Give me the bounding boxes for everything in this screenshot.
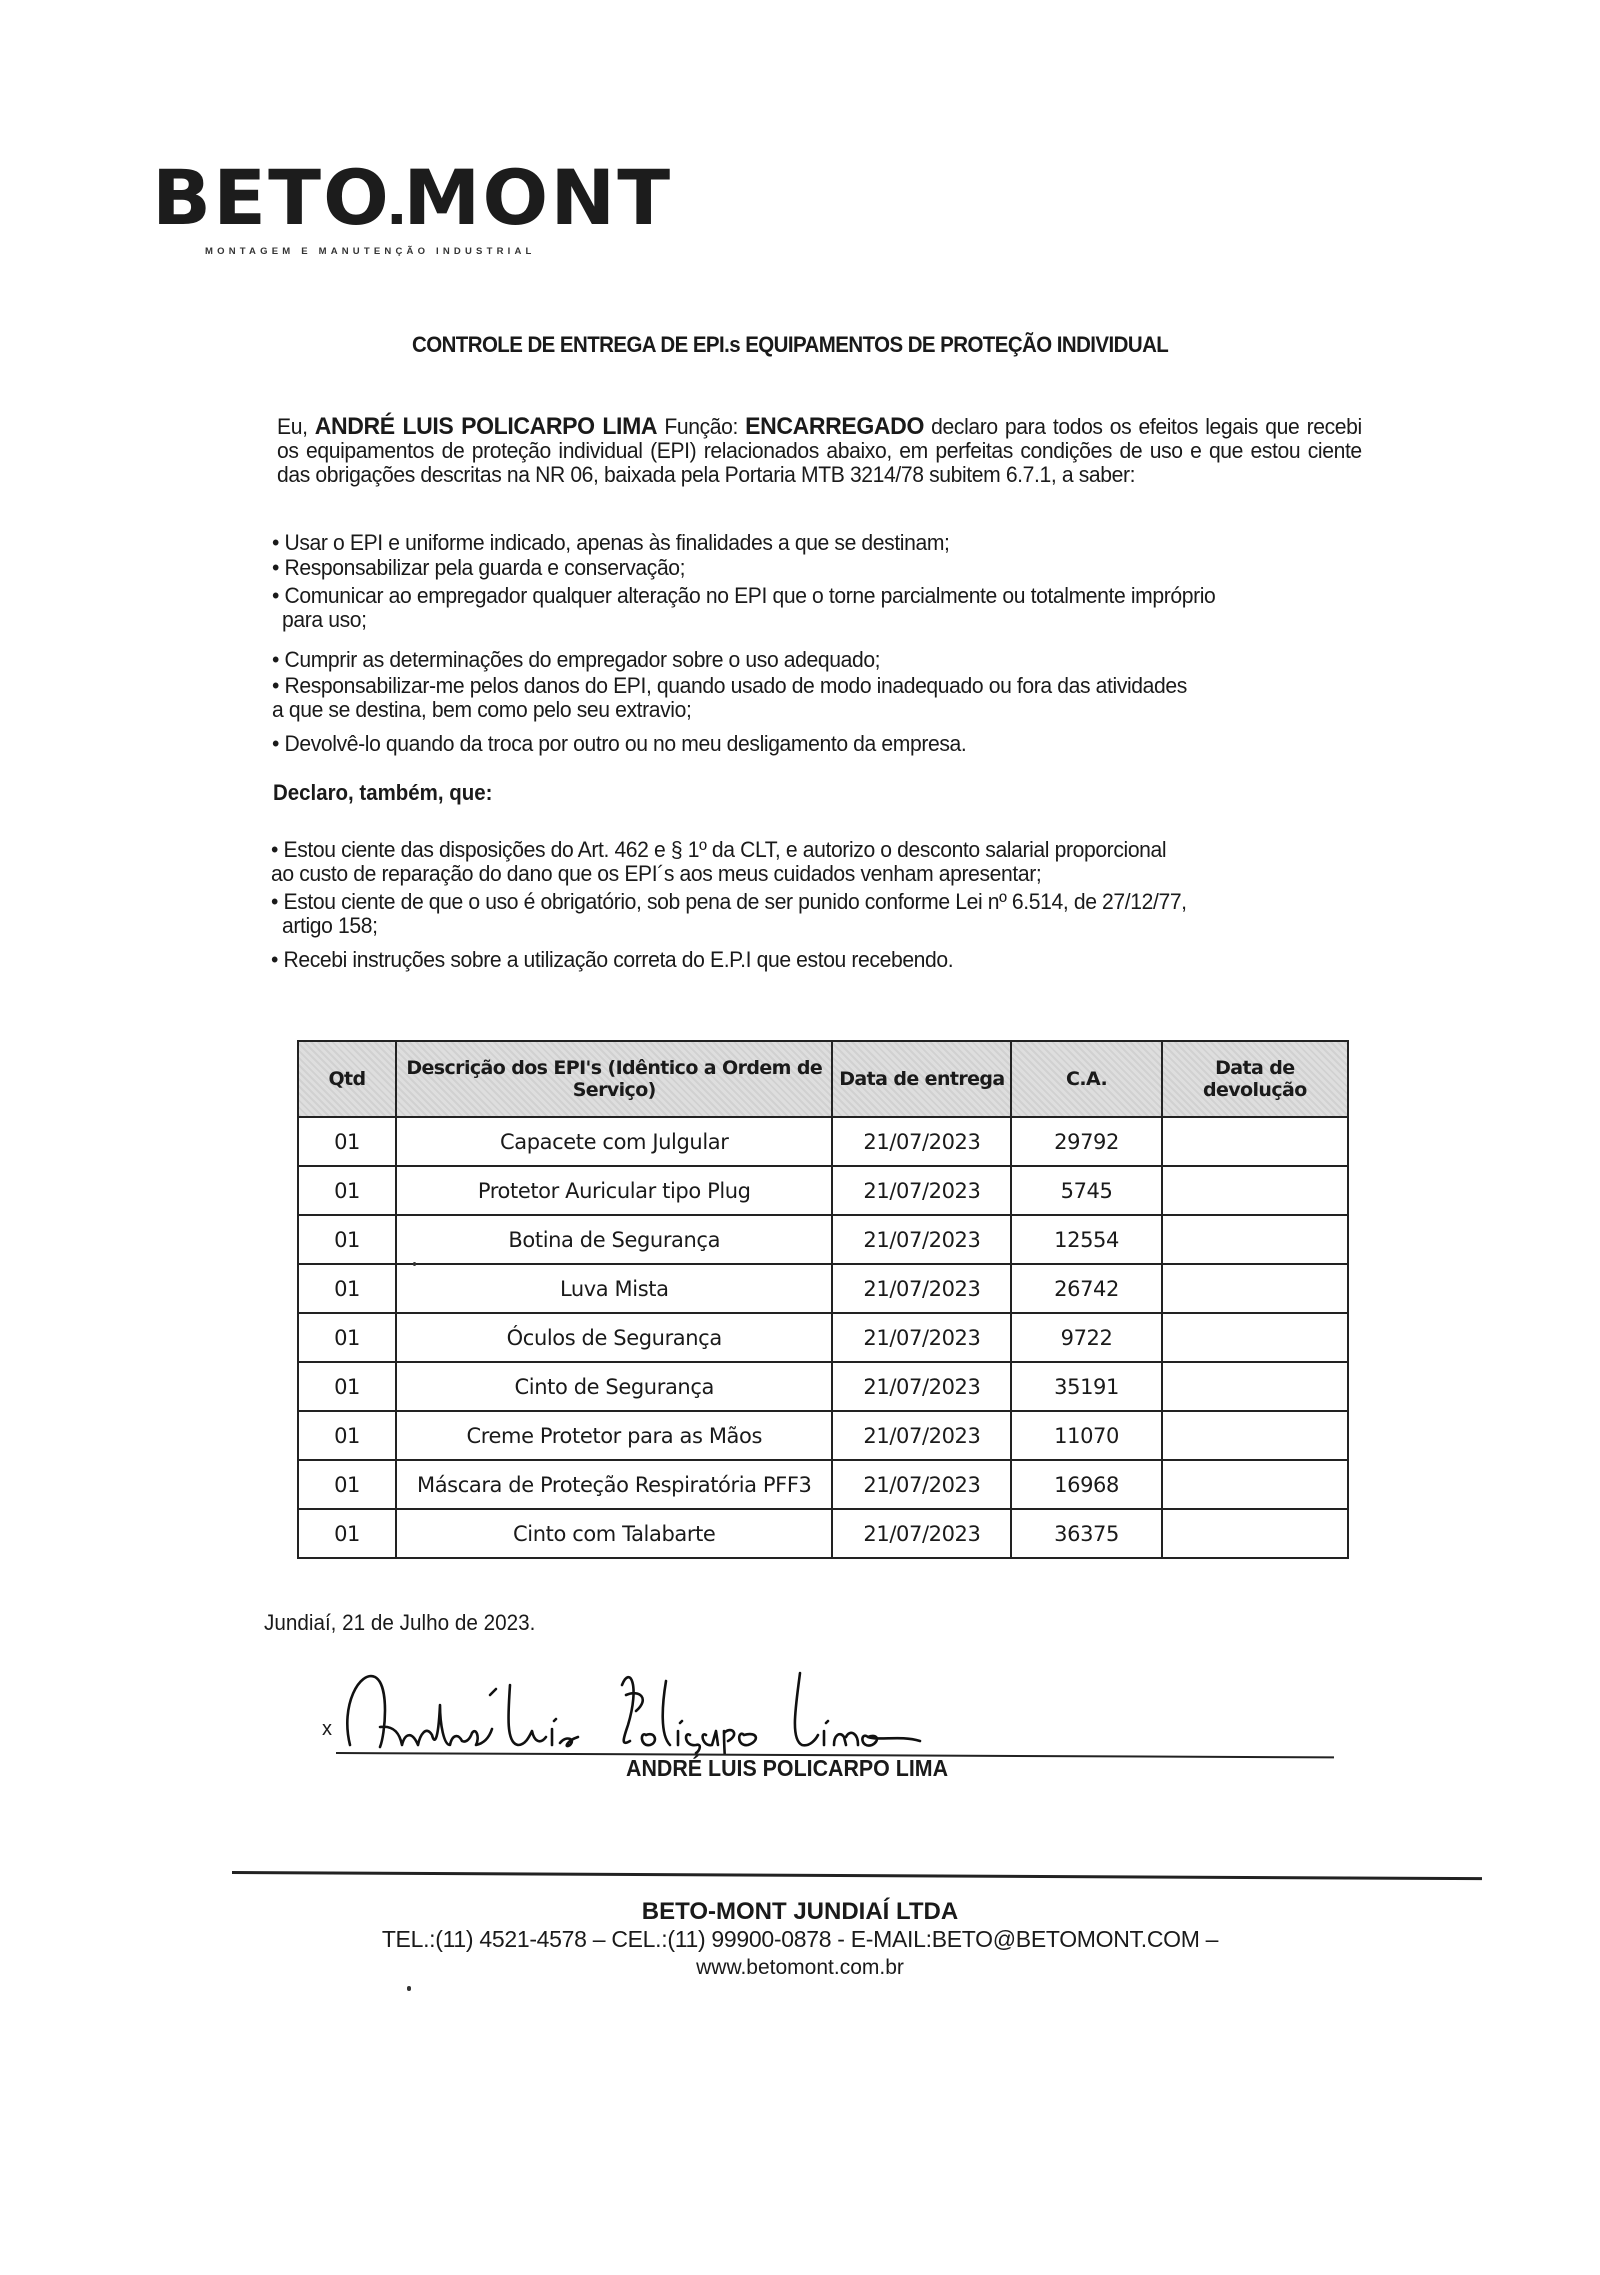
table-row <box>298 1117 1348 1166</box>
cell-delivery-date: 21/07/2023 <box>832 1264 1011 1313</box>
cell-delivery-date: 21/07/2023 <box>832 1460 1011 1509</box>
declaration-item: • Estou ciente de que o uso é obrigatório, sob pena de ser punido conforme Lei nº 6.514, de 27/12/77, <box>271 889 1187 914</box>
epi-delivery-table <box>297 1040 1349 1559</box>
table-row <box>298 1411 1348 1460</box>
table-header-row <box>298 1041 1348 1117</box>
cell-ca: 29792 <box>1011 1117 1161 1166</box>
header-return-date: Data de devolução <box>1162 1041 1348 1117</box>
header-delivery-date: Data de entrega <box>832 1041 1011 1117</box>
cell-qtd: 01 <box>298 1362 396 1411</box>
cell-return-date[interactable] <box>1162 1215 1348 1264</box>
cell-ca: 9722 <box>1011 1313 1161 1362</box>
intro-text: declaro para todos os efeitos legais que recebi os equipamentos de proteção individual (EPI) relacionados abaixo, em perfeitas condições de uso e que estou ciente das obrigações descritas na NR 06, baixada pela Portaria MTB 3214/78 subitem 6.7.1, a saber: <box>277 414 1362 487</box>
cell-description: Cinto de Segurança <box>396 1362 832 1411</box>
table-row <box>298 1509 1348 1558</box>
cell-return-date[interactable] <box>1162 1509 1348 1558</box>
cell-qtd: 01 <box>298 1460 396 1509</box>
table-row <box>298 1215 1348 1264</box>
intro-prefix: Eu, <box>277 414 315 439</box>
intro-paragraph <box>277 415 1362 487</box>
obligation-item: • Cumprir as determinações do empregador sobre o uso adequado; <box>272 647 881 672</box>
signer-printed-name: ANDRÉ LUIS POLICARPO LIMA <box>626 1755 949 1781</box>
signature-x-mark: x <box>322 1718 332 1740</box>
obligation-item-cont: a que se destina, bem como pelo seu extravio; <box>272 697 692 722</box>
declaration-item: • Recebi instruções sobre a utilização correta do E.P.I que estou recebendo. <box>271 947 954 972</box>
role-label: Função: <box>657 414 746 439</box>
cell-delivery-date: 21/07/2023 <box>832 1215 1011 1264</box>
footer-website[interactable]: www.betomont.com.br <box>696 1956 904 1979</box>
obligation-item: • Responsabilizar pela guarda e conservação; <box>272 555 686 580</box>
obligation-item: • Comunicar ao empregador qualquer alteração no EPI que o torne parcialmente ou totalmente impróprio <box>272 583 1216 608</box>
scan-speck <box>407 1986 411 1991</box>
logo-tagline: MONTAGEM E MANUTENÇÃO INDUSTRIAL <box>205 246 536 257</box>
cell-qtd: 01 <box>298 1313 396 1362</box>
obligation-item: • Usar o EPI e uniforme indicado, apenas às finalidades a que se destinam; <box>272 530 950 555</box>
declaration-item: • Estou ciente das disposições do Art. 462 e § 1º da CLT, e autorizo o desconto salarial proporcional <box>271 837 1167 862</box>
company-logo <box>152 153 673 242</box>
cell-qtd: 01 <box>298 1264 396 1313</box>
cell-qtd: 01 <box>298 1215 396 1264</box>
cell-ca: 5745 <box>1011 1166 1161 1215</box>
cell-return-date[interactable] <box>1162 1411 1348 1460</box>
obligation-item: • Devolvê-lo quando da troca por outro ou no meu desligamento da empresa. <box>272 731 967 756</box>
place-date: Jundiaí, 21 de Julho de 2023. <box>264 1610 536 1635</box>
cell-return-date[interactable] <box>1162 1264 1348 1313</box>
declaration-heading: Declaro, também, que: <box>273 780 493 805</box>
scan-speck <box>413 1262 416 1266</box>
cell-ca: 36375 <box>1011 1509 1161 1558</box>
table-row <box>298 1166 1348 1215</box>
cell-delivery-date: 21/07/2023 <box>832 1509 1011 1558</box>
handwritten-signature <box>340 1665 980 1755</box>
document-title: CONTROLE DE ENTREGA DE EPI.s EQUIPAMENTOS DE PROTEÇÃO INDIVIDUAL <box>412 332 1169 357</box>
cell-qtd: 01 <box>298 1117 396 1166</box>
obligation-item-cont: para uso; <box>282 607 367 632</box>
footer-contact: TEL.:(11) 4521-4578 – CEL.:(11) 99900-0878 - E-MAIL:BETO@BETOMONT.COM – <box>381 1926 1219 1952</box>
footer-company-name: BETO-MONT JUNDIAÍ LTDA <box>641 1898 959 1925</box>
logo-text-left: BETO <box>152 153 391 242</box>
cell-delivery-date: 21/07/2023 <box>832 1362 1011 1411</box>
footer-divider <box>232 1871 1482 1880</box>
obligation-item: • Responsabilizar-me pelos danos do EPI, quando usado de modo inadequado ou fora das atividades <box>272 673 1187 698</box>
table-row <box>298 1313 1348 1362</box>
declaration-item-cont: ao custo de reparação do dano que os EPI´s aos meus cuidados venham apresentar; <box>271 861 1042 886</box>
cell-return-date[interactable] <box>1162 1166 1348 1215</box>
cell-delivery-date: 21/07/2023 <box>832 1313 1011 1362</box>
cell-ca: 35191 <box>1011 1362 1161 1411</box>
cell-description: Creme Protetor para as Mãos <box>396 1411 832 1460</box>
cell-delivery-date: 21/07/2023 <box>832 1411 1011 1460</box>
cell-description: Óculos de Segurança <box>396 1313 832 1362</box>
table-row <box>298 1460 1348 1509</box>
cell-qtd: 01 <box>298 1166 396 1215</box>
table-row <box>298 1264 1348 1313</box>
cell-ca: 16968 <box>1011 1460 1161 1509</box>
cell-description: Cinto com Talabarte <box>396 1509 832 1558</box>
cell-return-date[interactable] <box>1162 1313 1348 1362</box>
cell-description: Máscara de Proteção Respiratória PFF3 <box>396 1460 832 1509</box>
cell-delivery-date: 21/07/2023 <box>832 1166 1011 1215</box>
header-description: Descrição dos EPI's (Idêntico a Ordem de Serviço) <box>396 1041 832 1117</box>
logo-text-right: MONT <box>403 153 673 242</box>
employee-name: ANDRÉ LUIS POLICARPO LIMA <box>314 413 658 440</box>
declaration-item-cont: artigo 158; <box>282 913 378 938</box>
cell-description: Protetor Auricular tipo Plug <box>396 1166 832 1215</box>
cell-ca: 12554 <box>1011 1215 1161 1264</box>
cell-ca: 11070 <box>1011 1411 1161 1460</box>
cell-ca: 26742 <box>1011 1264 1161 1313</box>
cell-description: Luva Mista <box>396 1264 832 1313</box>
cell-description: Botina de Segurança <box>396 1215 832 1264</box>
cell-delivery-date: 21/07/2023 <box>832 1117 1011 1166</box>
employee-role: ENCARREGADO <box>745 413 924 440</box>
cell-return-date[interactable] <box>1162 1362 1348 1411</box>
header-ca: C.A. <box>1011 1041 1161 1117</box>
cell-return-date[interactable] <box>1162 1117 1348 1166</box>
cell-description: Capacete com Julgular <box>396 1117 832 1166</box>
logo-dot-icon <box>392 214 402 224</box>
table-row <box>298 1362 1348 1411</box>
cell-qtd: 01 <box>298 1509 396 1558</box>
cell-qtd: 01 <box>298 1411 396 1460</box>
header-qtd: Qtd <box>298 1041 396 1117</box>
cell-return-date[interactable] <box>1162 1460 1348 1509</box>
